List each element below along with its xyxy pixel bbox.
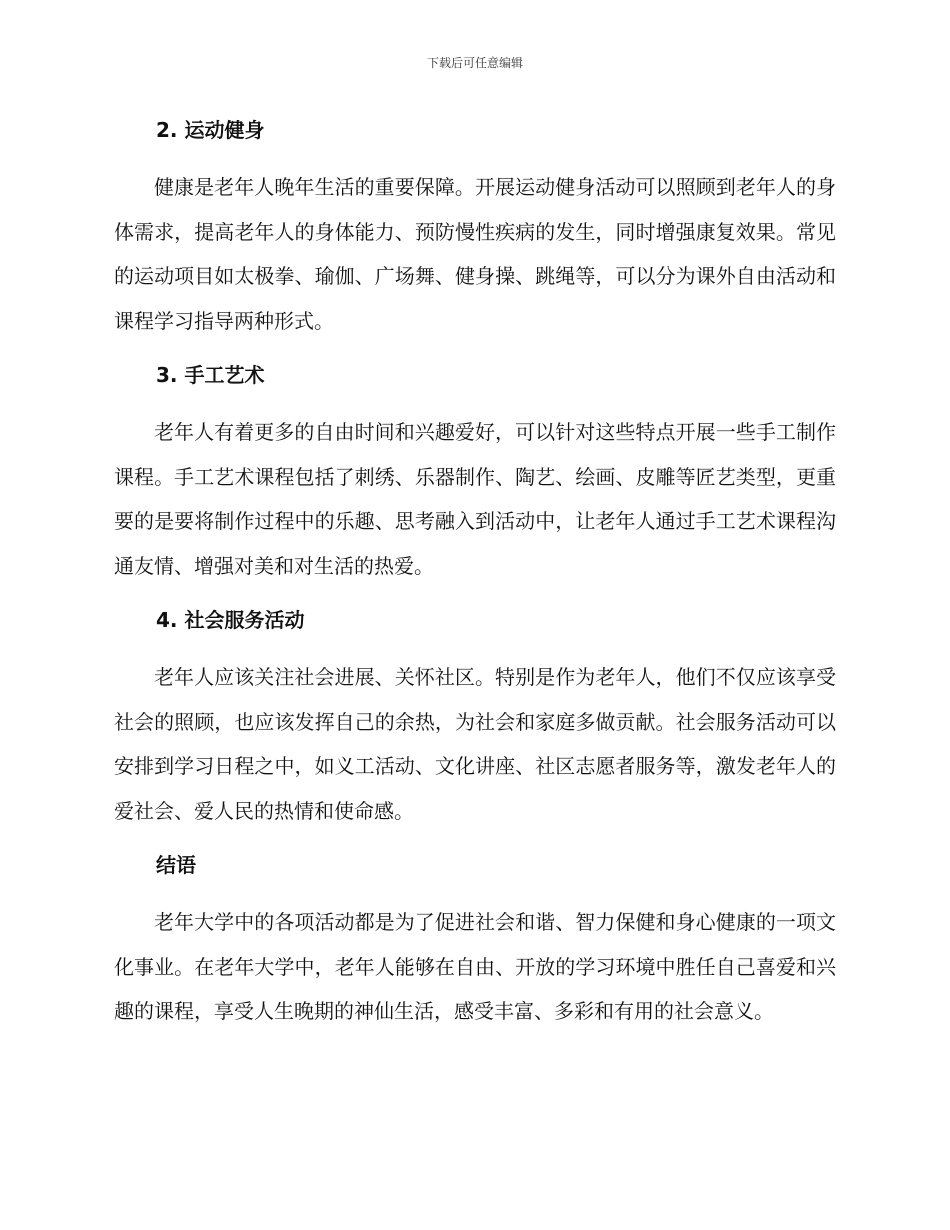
section-paragraph-conclusion: 老年大学中的各项活动都是为了促进社会和谐、智力保健和身心健康的一项文化事业。在老年大学中，老年人能够在自由、开放的学习环境中胜任自己喜爱和兴趣的课程，享受人生晚期的神仙生活，感受丰富、多彩和有用的社会意义。 [114,910,836,1023]
section-heading-exercise: 2. 运动健身 [156,118,265,142]
section-paragraph-handicraft: 老年人有着更多的自由时间和兴趣爱好，可以针对这些特点开展一些手工制作课程。手工艺术课程包括了刺绣、乐器制作、陶艺、绘画、皮雕等匠艺类型，更重要的是要将制作过程中的乐趣、思考融入到活动中，让老年人通过手工艺术课程沟通友情、增强对美和对生活的热爱。 [114,420,836,578]
document-body [114,108,836,1034]
section-paragraph-exercise: 健康是老年人晚年生活的重要保障。开展运动健身活动可以照顾到老年人的身体需求，提高老年人的身体能力、预防慢性疾病的发生，同时增强康复效果。常见的运动项目如太极拳、瑜伽、广场舞、健身操、跳绳等，可以分为课外自由活动和课程学习指导两种形式。 [114,175,836,333]
section-paragraph-social-service: 老年人应该关注社会进展、关怀社区。特别是作为老年人，他们不仅应该享受社会的照顾，也应该发挥自己的余热，为社会和家庭多做贡献。社会服务活动可以安排到学习日程之中，如义工活动、文化讲座、社区志愿者服务等，激发老年人的爱社会、爱人民的热情和使命感。 [114,665,836,823]
section-heading-social-service: 4. 社会服务活动 [156,608,305,632]
page-header: 下载后可任意编辑 [426,56,523,70]
section-heading-handicraft: 3. 手工艺术 [156,363,265,387]
section-heading-conclusion: 结语 [156,853,196,877]
